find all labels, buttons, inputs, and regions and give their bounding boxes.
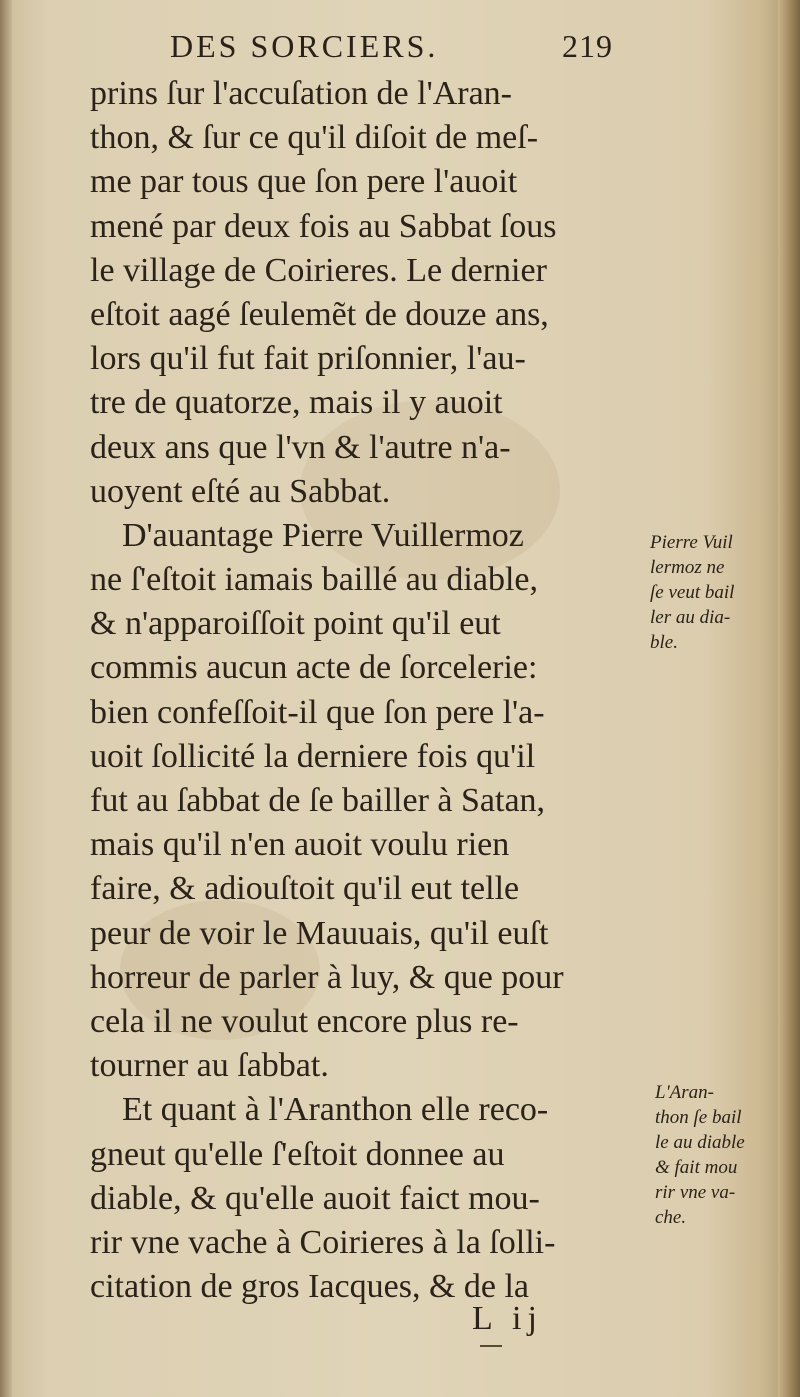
margin-note-line: lermoz ne — [650, 557, 725, 578]
page-edge — [778, 0, 800, 1397]
text-line: diable, & qu'elle auoit faict mou- — [90, 1179, 540, 1217]
text-line: le village de Coirieres. Le dernier — [90, 251, 547, 289]
margin-note-line: & fait mou — [655, 1157, 738, 1178]
text-line: cela il ne voulut encore plus re- — [90, 1002, 519, 1040]
text-line: bien confeſſoit-il que ſon pere l'a- — [90, 693, 545, 731]
page-number: 219 — [562, 28, 613, 64]
text-line: faire, & adiouſtoit qu'il eut telle — [90, 870, 520, 908]
margin-note-line: ſe veut bail — [650, 582, 735, 603]
text-line: uoyent eſté au Sabbat. — [90, 472, 391, 510]
text-line: ne ſ'eſtoit iamais baillé au diable, — [90, 561, 538, 599]
body-text — [90, 72, 645, 1309]
margin-note-vuillermoz — [650, 530, 734, 655]
paragraph-start-line: Et quant à l'Aranthon elle reco- — [122, 1091, 549, 1129]
text-line: tourner au ſabbat. — [90, 1047, 329, 1085]
signature-underline — [480, 1345, 502, 1347]
text-line: prins ſur l'accuſation de l'Aran- — [90, 75, 512, 112]
text-line: mais qu'il n'en auoit voulu rien — [90, 826, 510, 864]
margin-note-line: Pierre Vuil — [650, 532, 733, 553]
text-line: uoit ſollicité la derniere fois qu'il — [90, 737, 536, 775]
margin-note-line: ble. — [650, 632, 678, 653]
text-line: mené par deux fois au Sabbat ſous — [90, 207, 557, 245]
margin-note-aranthon — [655, 1080, 745, 1230]
text-line: peur de voir le Mauuais, qu'il euſt — [90, 914, 549, 952]
margin-note-line: che. — [655, 1207, 687, 1228]
text-line: rir vne vache à Coirieres à la ſolli- — [90, 1223, 556, 1261]
paragraph-start-line: D'auantage Pierre Vuillermoz — [122, 516, 524, 554]
text-line: lors qu'il fut fait priſonnier, l'au- — [90, 340, 526, 378]
text-line: & n'apparoiſſoit point qu'il eut — [90, 605, 501, 643]
text-line: me par tous que ſon pere l'auoit — [90, 163, 518, 201]
binding-gutter — [0, 0, 12, 1397]
margin-note-line: thon ſe bail — [655, 1107, 742, 1128]
text-line: tre de quatorze, mais il y auoit — [90, 384, 503, 422]
margin-note-line: L'Aran- — [655, 1082, 714, 1103]
signature-mark: L ij — [472, 1300, 543, 1337]
text-line: thon, & ſur ce qu'il diſoit de meſ- — [90, 119, 539, 157]
margin-note-line: ler au dia- — [650, 607, 731, 628]
text-line: horreur de parler à luy, & que pour — [90, 958, 564, 996]
text-line: commis aucun acte de ſorcelerie: — [90, 649, 538, 687]
text-line: fut au ſabbat de ſe bailler à Satan, — [90, 782, 546, 819]
running-title: DES SORCIERS. — [170, 28, 439, 64]
text-line: eſtoit aagé ſeulemẽt de douze ans, — [90, 295, 549, 333]
margin-note-line: rir vne va- — [655, 1182, 736, 1203]
margin-note-line: le au diable — [655, 1132, 745, 1153]
text-line: citation de gros Iacques, & de la — [90, 1268, 530, 1306]
text-line: gneut qu'elle ſ'eſtoit donnee au — [90, 1135, 505, 1173]
text-line: deux ans que l'vn & l'autre n'a- — [90, 428, 511, 466]
